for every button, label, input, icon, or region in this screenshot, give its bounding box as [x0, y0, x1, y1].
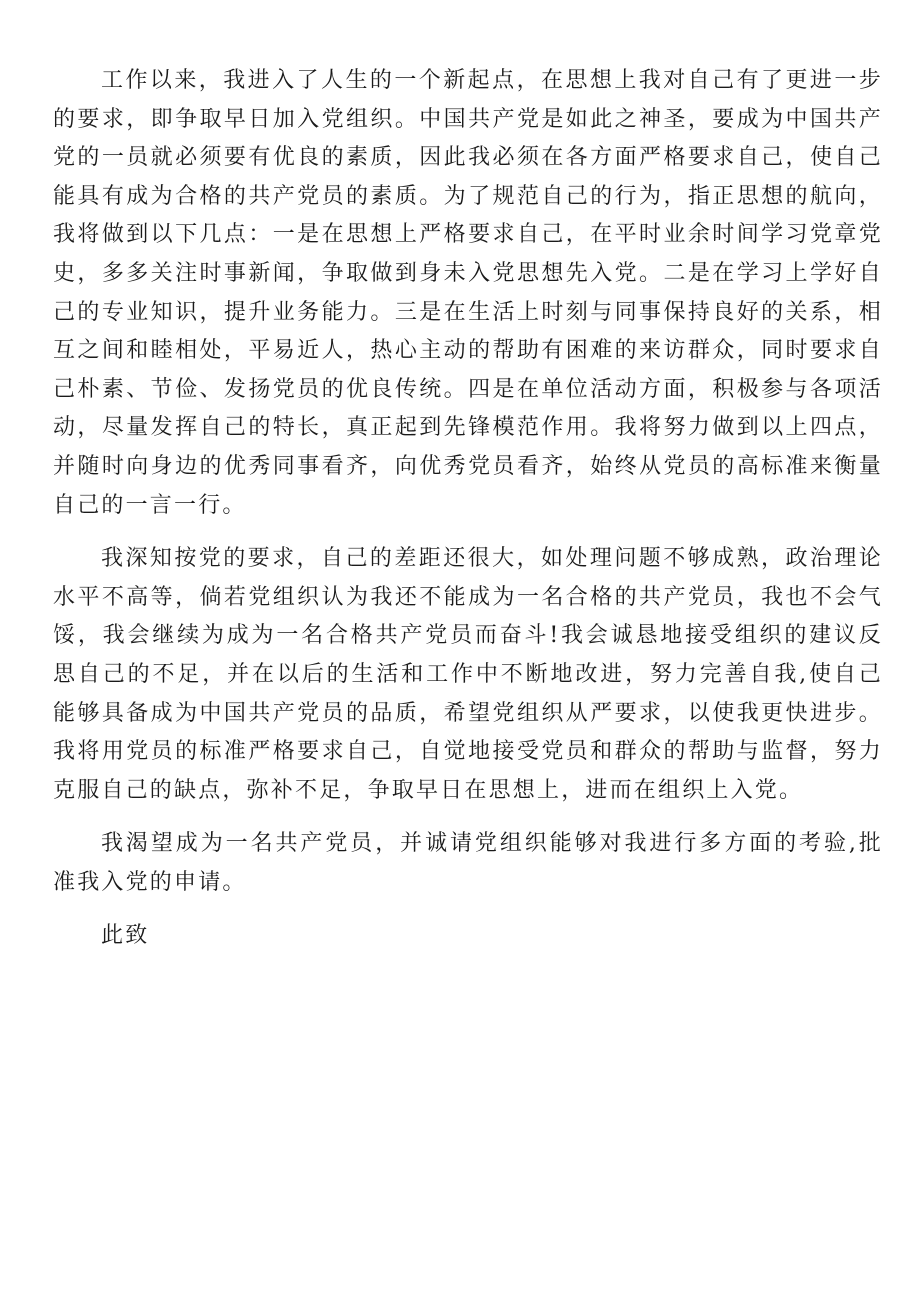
- document-page: [53, 62, 883, 956]
- body-paragraph-2: 我深知按党的要求，自己的差距还很大，如处理问题不够成熟，政治理论水平不高等，倘若党组织认为我还不能成为一名合格的共产党员，我也不会气馁，我会继续为成为一名合格共产党员而奋斗!我会诚恳地接受组织的建议反思自己的不足，并在以后的生活和工作中不断地改进，努力完善自我,使自己能够具备成为中国共产党员的品质，希望党组织从严要求，以使我更快进步。我将用党员的标准严格要求自己，自觉地接受党员和群众的帮助与监督，努力克服自己的缺点，弥补不足，争取早日在思想上，进而在组织上入党。: [53, 546, 883, 803]
- body-paragraph-1: 工作以来，我进入了人生的一个新起点，在思想上我对自己有了更进一步的要求，即争取早日加入党组织。中国共产党是如此之神圣，要成为中国共产党的一员就必须要有优良的素质，因此我必须在各方面严格要求自己，使自己能具有成为合格的共产党员的素质。为了规范自己的行为，指正思想的航向，我将做到以下几点：一是在思想上严格要求自己，在平时业余时间学习党章党史，多多关注时事新闻，争取做到身未入党思想先入党。二是在学习上学好自己的专业知识，提升业务能力。三是在生活上时刻与同事保持良好的关系，相互之间和睦相处，平易近人，热心主动的帮助有困难的来访群众，同时要求自己朴素、节俭、发扬党员的优良传统。四是在单位活动方面，积极参与各项活动，尽量发挥自己的特长，真正起到先锋模范作用。我将努力做到以上四点，并随时向身边的优秀同事看齐，向优秀党员看齐，始终从党员的高标准来衡量自己的一言一行。: [53, 68, 883, 518]
- closing-salutation: 此致: [101, 923, 150, 949]
- body-paragraph-3: 我渴望成为一名共产党员，并诚请党组织能够对我进行多方面的考验,批准我入党的申请。: [53, 831, 883, 895]
